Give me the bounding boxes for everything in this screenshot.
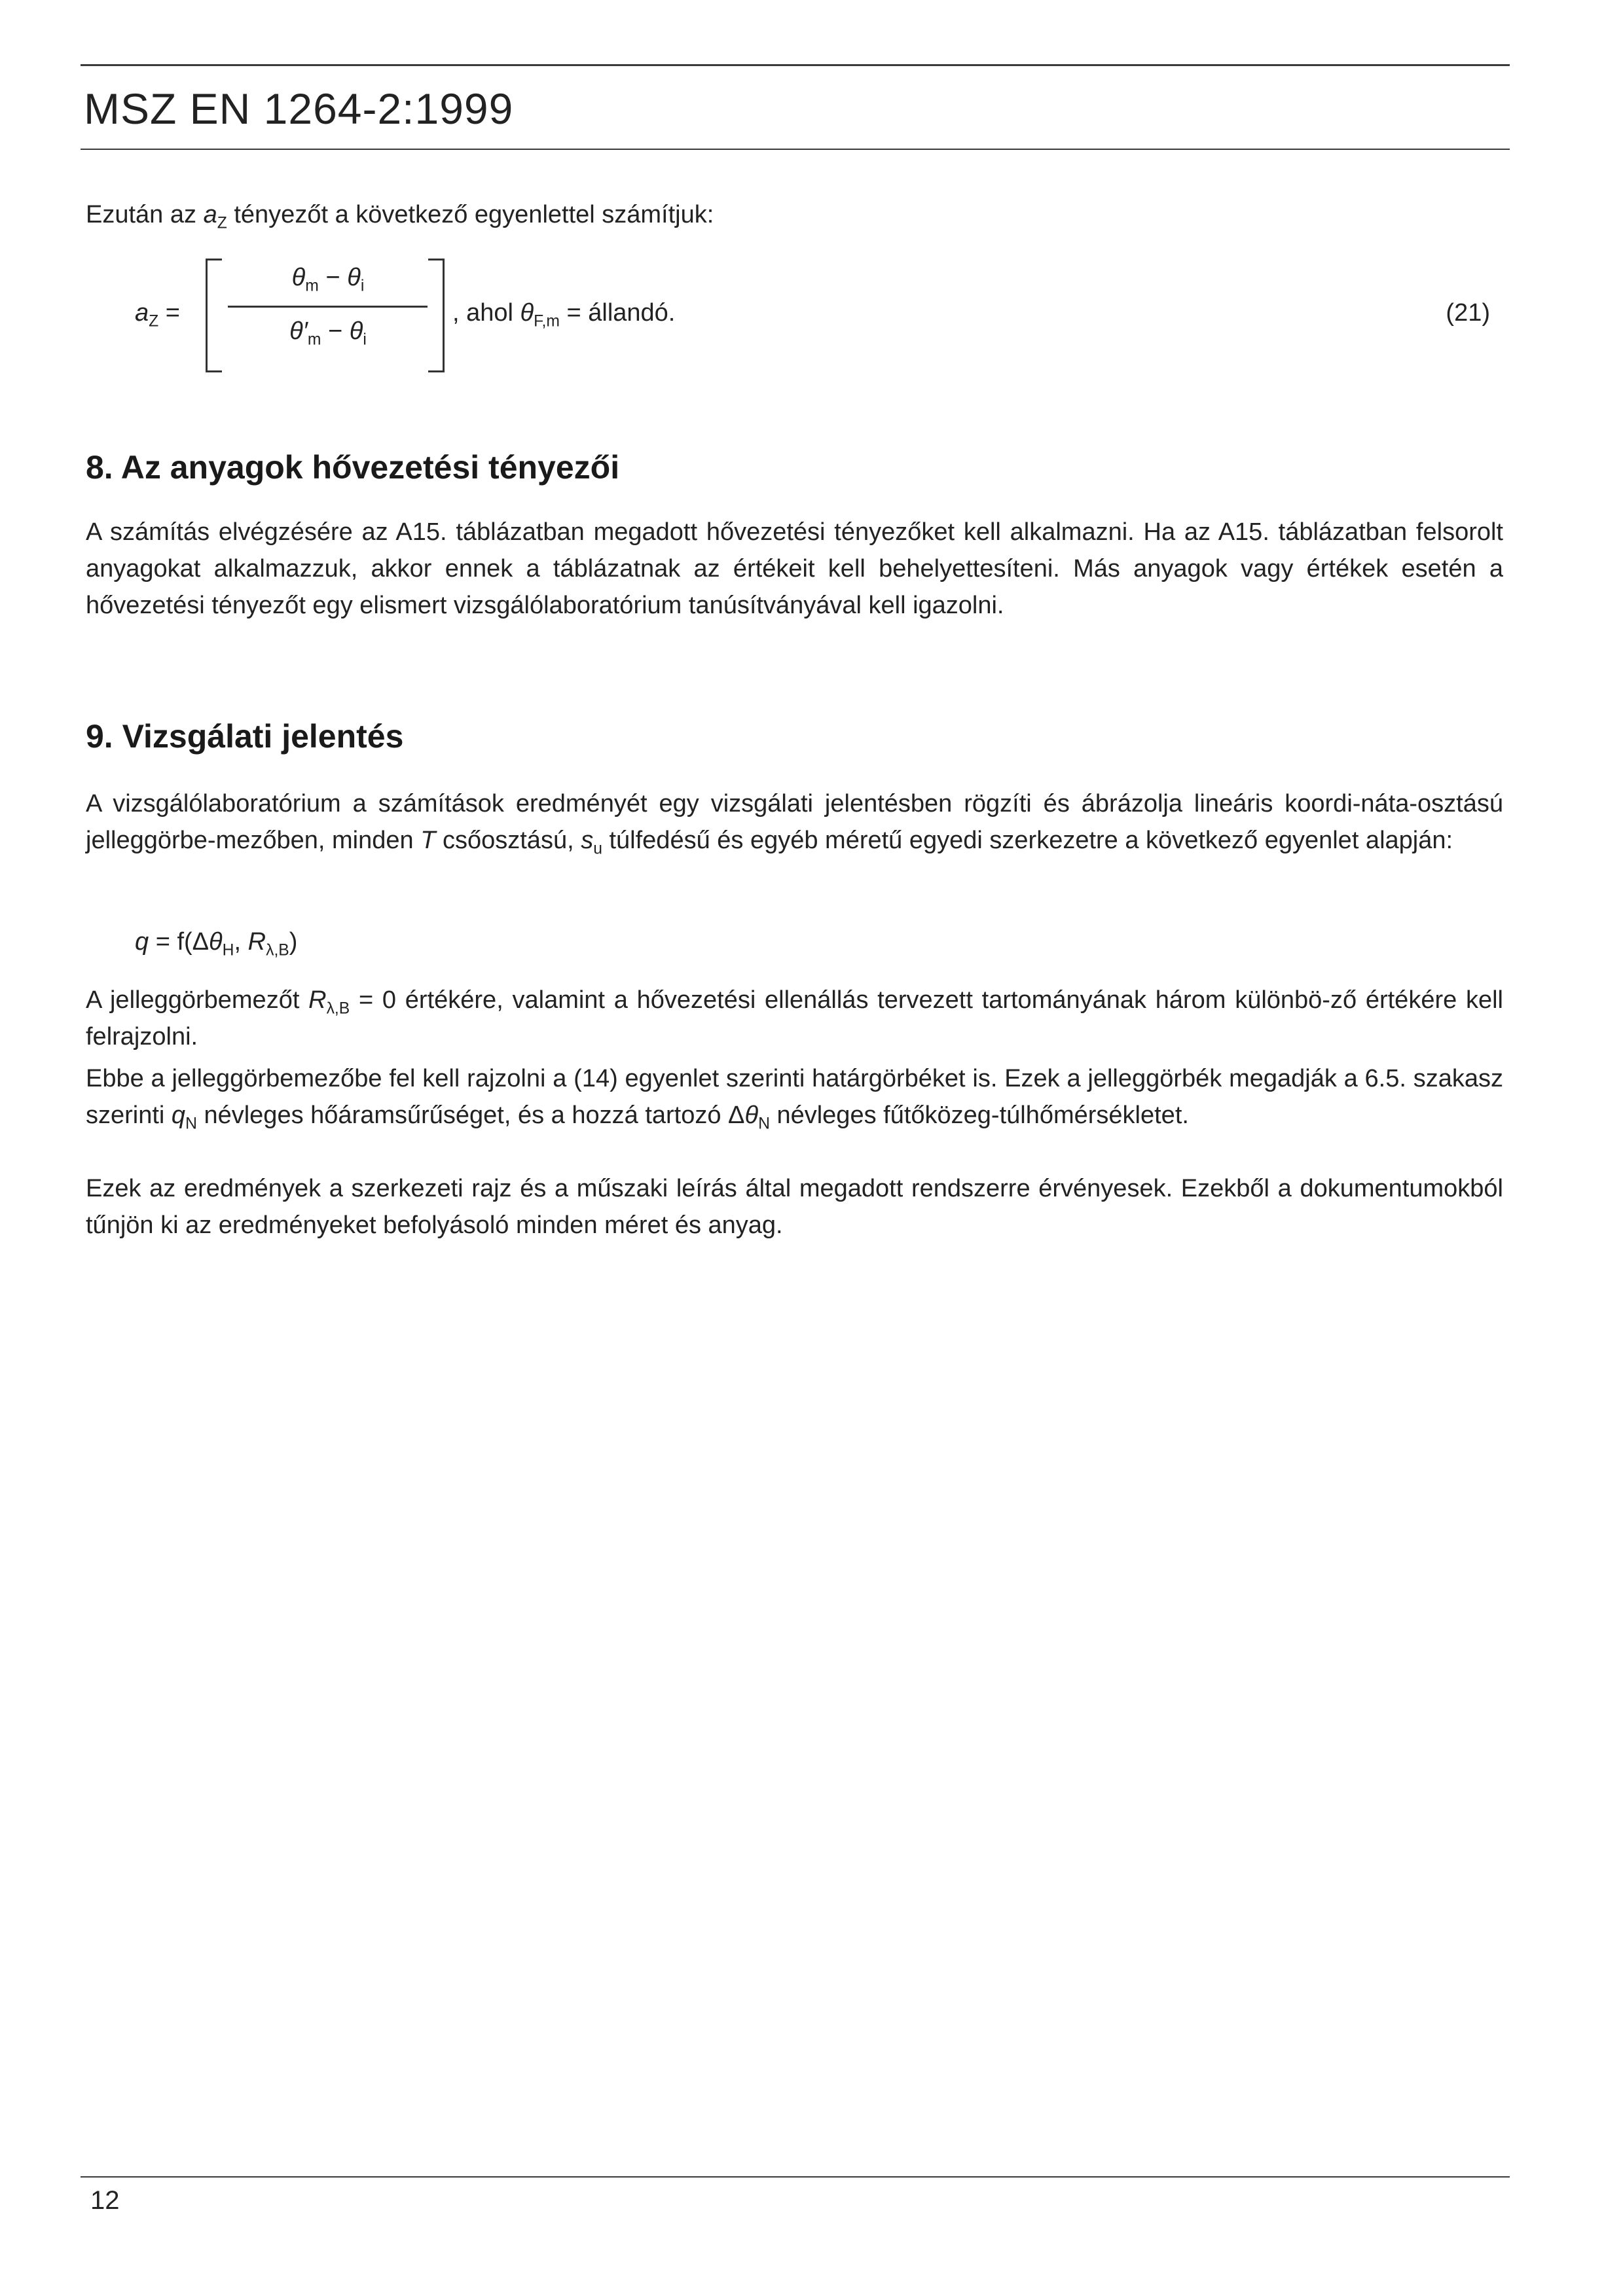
footer-rule bbox=[81, 2176, 1510, 2178]
equation-numerator: $\theta_m - \theta_i$ bbox=[291, 264, 365, 295]
right-bracket bbox=[428, 259, 445, 372]
intro-paragraph: Ezután az $a_Z$ tényezőt a következő egyenlettel számítjuk: bbox=[86, 201, 714, 232]
section-8-heading: 8. Az anyagok hővezetési tényezői bbox=[86, 449, 620, 486]
section-9-heading: 9. Vizsgálati jelentés bbox=[86, 718, 404, 755]
section-8-paragraph: A számítás elvégzésére az A15. táblázatban megadott hővezetési tényezőket kell alkalmazni. Ha az A15. táblázatban felsorolt anyagokat alkalmazzuk, akkor ennek a táblázatnak az értékeit kell behelyettesíteni. Más anyagok vagy értékek esetén a hővezetési tényezőt egy elismert vizsgálólaboratórium tanúsítványával kell igazolni. bbox=[86, 518, 1503, 619]
section-9-paragraph-2: A jelleggörbemezőt $R_{\lambda,B} = 0$ értékére, valamint a hővezetési ellenállás tervezett tartományának három különbö-ző értékére kell felrajzolni. bbox=[86, 986, 1503, 1050]
formula-q: $q = f(\Delta\theta_H$, $R_{\lambda,B}$) bbox=[135, 928, 298, 960]
equation-21 bbox=[135, 252, 1510, 376]
equation-condition: , ahol $\theta_{F,m}$ = állandó. bbox=[452, 299, 676, 331]
equation-lhs: $a_Z$ = bbox=[135, 299, 180, 331]
standard-title: MSZ EN 1264-2:1999 bbox=[84, 84, 514, 133]
equation-number: (21) bbox=[1446, 299, 1490, 327]
page-number: 12 bbox=[90, 2186, 120, 2215]
header-bottom-rule bbox=[81, 149, 1510, 150]
header-top-rule bbox=[81, 64, 1510, 66]
fraction-line bbox=[228, 306, 428, 308]
left-bracket bbox=[206, 259, 222, 372]
section-9-paragraph-3: Ebbe a jelleggörbemezőbe fel kell rajzolni a (14) egyenlet szerinti határgörbéket is. Ezek a jelleggörbék megadják a 6.5. szakasz szerinti $q_N$ névleges hőáramsűrűséget, és a hozzá tartozó $\Delta\theta_N$ névleges fűtőközeg-túlhőmérsékletet. bbox=[86, 1065, 1503, 1133]
equation-denominator: $\theta'_m - \theta_i$ bbox=[289, 317, 367, 349]
section-9-paragraph-1: A vizsgálólaboratórium a számítások eredményét egy vizsgálati jelentésben rögzíti és ábrázolja lineáris koordi-náta-osztású jelleggörbe-mezőben, minden T csőosztású, $s_u$ túlfedésű és egyéb méretű egyedi szerkezetre a következő egyenlet alapján: bbox=[86, 790, 1503, 858]
section-9-paragraph-4: Ezek az eredmények a szerkezeti rajz és a műszaki leírás által megadott rendszerre érvényesek. Ezekből a dokumentumokból tűnjön ki az eredményeket befolyásoló minden méret és anyag. bbox=[86, 1175, 1503, 1239]
